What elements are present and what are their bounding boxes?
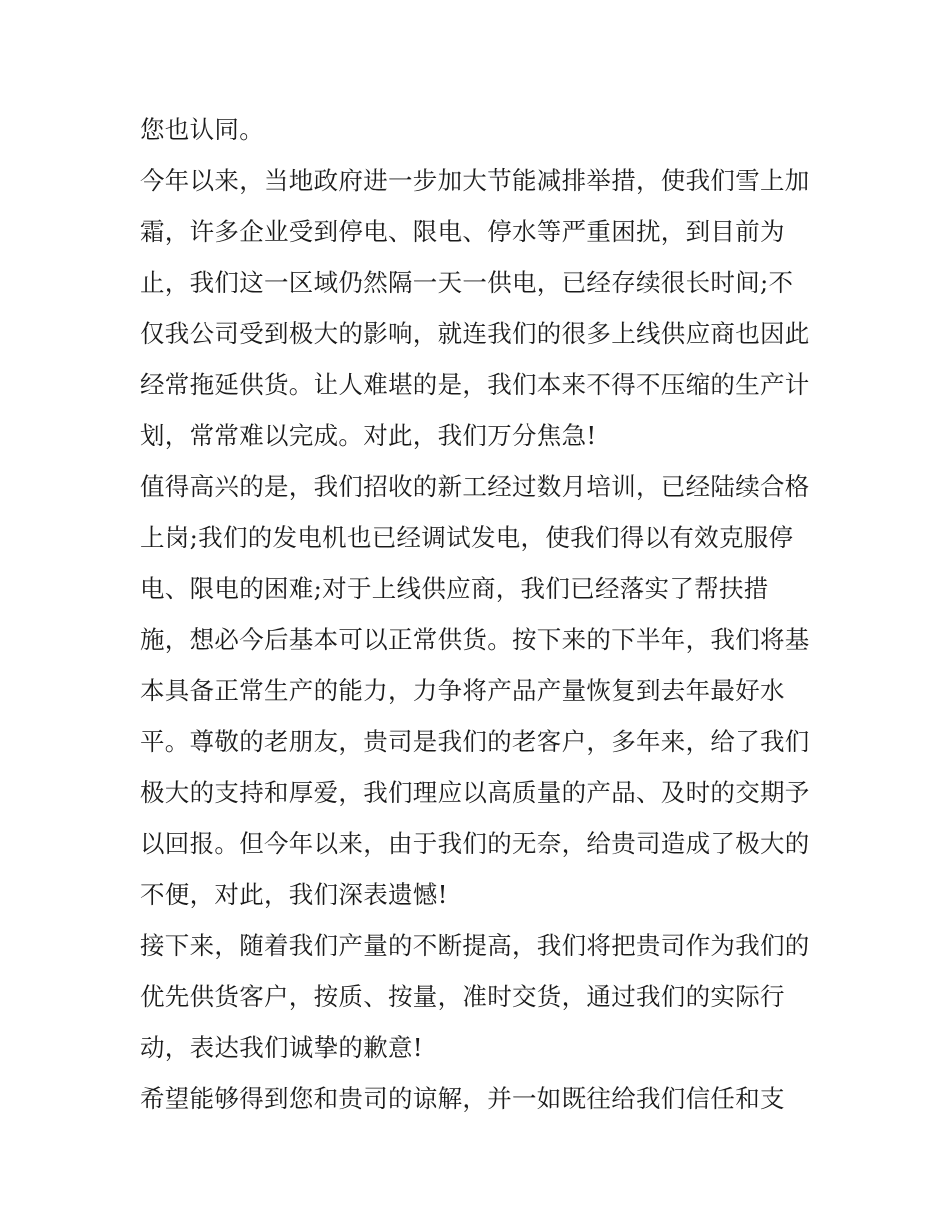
text-line: 以回报。但今年以来，由于我们的无奈，给贵司造成了极大的 — [140, 829, 810, 858]
text-line: 霜，许多企业受到停电、限电、停水等严重困扰，到目前为 — [140, 217, 785, 246]
text-line: 您也认同。 — [140, 115, 264, 144]
text-line: 电、限电的困难;对于上线供应商，我们已经落实了帮扶措 — [140, 574, 769, 603]
text-line: 动，表达我们诚挚的歉意! — [140, 1033, 423, 1062]
text-line: 划，常常难以完成。对此，我们万分焦急! — [140, 421, 597, 450]
text-line: 平。尊敬的老朋友，贵司是我们的老客户，多年来，给了我们 — [140, 727, 810, 756]
text-line: 经常拖延供货。让人难堪的是，我们本来不得不压缩的生产计 — [140, 370, 810, 399]
text-line: 上岗;我们的发电机也已经调试发电，使我们得以有效克服停 — [140, 523, 794, 552]
text-line: 止，我们这一区域仍然隔一天一供电，已经存续很长时间;不 — [140, 268, 794, 297]
text-line: 仅我公司受到极大的影响，就连我们的很多上线供应商也因此 — [140, 319, 810, 348]
text-line: 不便，对此，我们深表遗憾! — [140, 880, 448, 909]
text-line: 本具备正常生产的能力，力争将产品产量恢复到去年最好水 — [140, 676, 785, 705]
text-line: 值得高兴的是，我们招收的新工经过数月培训，已经陆续合格 — [140, 472, 810, 501]
text-line: 希望能够得到您和贵司的谅解，并一如既往给我们信任和支 — [140, 1084, 785, 1113]
text-line: 优先供货客户，按质、按量，准时交货，通过我们的实际行 — [140, 982, 785, 1011]
text-line: 施，想必今后基本可以正常供货。按下来的下半年，我们将基 — [140, 625, 810, 654]
body-text — [140, 104, 820, 1124]
text-line: 今年以来，当地政府进一步加大节能减排举措，使我们雪上加 — [140, 166, 810, 195]
text-line: 接下来，随着我们产量的不断提高，我们将把贵司作为我们的 — [140, 931, 810, 960]
text-line: 极大的支持和厚爱，我们理应以高质量的产品、及时的交期予 — [140, 778, 810, 807]
